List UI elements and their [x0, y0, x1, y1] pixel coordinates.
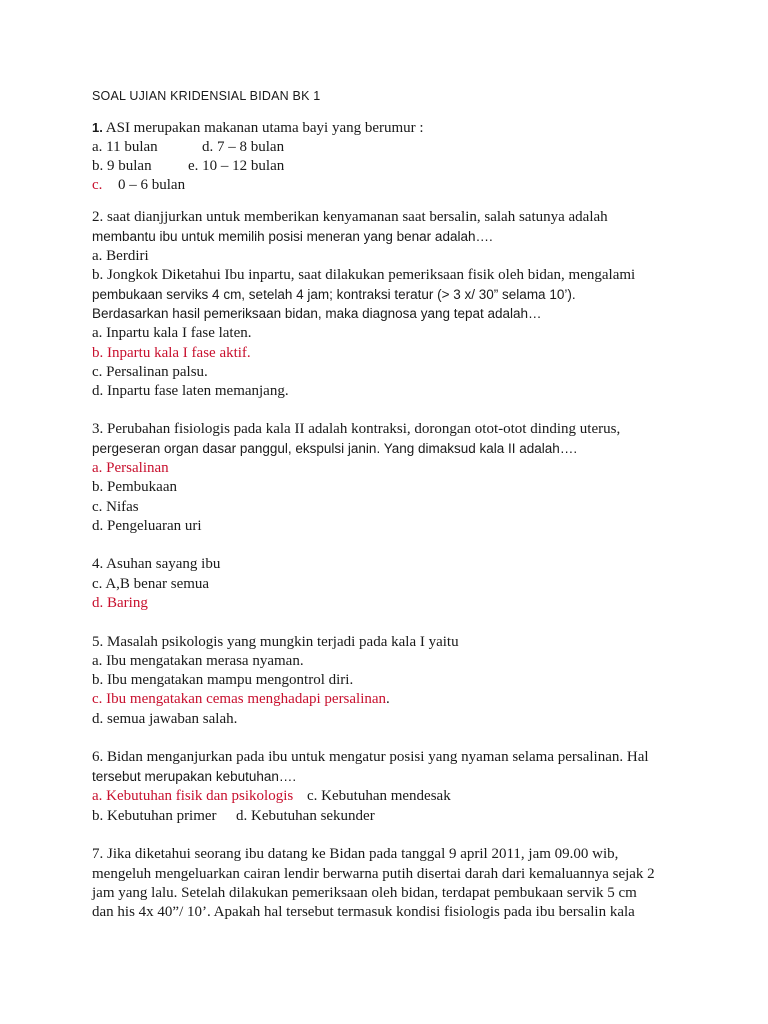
question-6-option-b: b. Kebutuhan primer: [92, 808, 217, 824]
question-6-line-1: 6. Bidan menganjurkan pada ibu untuk mengatur posisi yang nyaman selama persalinan. Hal: [92, 749, 649, 765]
question-2-answer-c: c. Persalinan palsu.: [92, 364, 208, 380]
question-5-option-c-dot: .: [386, 691, 390, 707]
document-title: SOAL UJIAN KRIDENSIAL BIDAN BK 1: [92, 89, 321, 103]
question-3-option-a: a. Persalinan: [92, 460, 169, 476]
question-5-option-c-row: [92, 689, 390, 709]
question-3-line-2: pergeseran organ dasar panggul, ekspulsi janin. Yang dimaksud kala II adalah….: [92, 441, 578, 456]
option-d: d. 7 – 8 bulan: [202, 139, 285, 155]
question-7-line-4: dan his 4x 40”/ 10’. Apakah hal tersebut termasuk kondisi fisiologis pada ibu bersalin kala: [92, 904, 635, 920]
question-1-options-ad: [92, 137, 284, 157]
question-3-line-1: 3. Perubahan fisiologis pada kala II adalah kontraksi, dorongan otot-otot dinding uterus,: [92, 421, 621, 437]
question-2-answer-a: a. Inpartu kala I fase laten.: [92, 325, 252, 341]
question-7-line-2: mengeluh mengeluarkan cairan lendir berwarna putih disertai darah dari kemaluannya sejak 2: [92, 866, 655, 882]
question-4-line-1: 4. Asuhan sayang ibu: [92, 556, 221, 572]
question-1-number: 1.: [92, 120, 103, 135]
option-c-letter: c.: [92, 177, 103, 193]
question-4-option-c: c. A,B benar semua: [92, 576, 210, 592]
question-6-option-d: d. Kebutuhan sekunder: [236, 808, 375, 824]
question-2-answer-b: b. Inpartu kala I fase aktif.: [92, 345, 251, 361]
option-b: b. 9 bulan: [92, 158, 152, 174]
question-7-line-3: jam yang lalu. Setelah dilakukan pemeriksaan oleh bidan, terdapat pembukaan servik 5 cm: [92, 885, 637, 901]
question-1-options-be: [92, 156, 284, 176]
option-c-text: 0 – 6 bulan: [118, 177, 186, 193]
question-6-line-2: tersebut merupakan kebutuhan….: [92, 769, 297, 784]
question-1-text: ASI merupakan makanan utama bayi yang berumur :: [102, 120, 424, 136]
question-3-option-d: d. Pengeluaran uri: [92, 518, 202, 534]
question-6-option-a: a. Kebutuhan fisik dan psikologis: [92, 788, 294, 804]
question-7-line-1: 7. Jika diketahui seorang ibu datang ke Bidan pada tanggal 9 april 2011, jam 09.00 wib,: [92, 846, 619, 862]
question-4-option-d: d. Baring: [92, 595, 148, 611]
question-5-option-a: a. Ibu mengatakan merasa nyaman.: [92, 653, 304, 669]
question-2-option-b: b. Jongkok Diketahui Ibu inpartu, saat dilakukan pemeriksaan fisik oleh bidan, mengalami: [92, 267, 636, 283]
question-1-option-c: [92, 175, 185, 195]
question-2-line-5: Berdasarkan hasil pemeriksaan bidan, maka diagnosa yang tepat adalah…: [92, 306, 542, 321]
question-6-options-bd: [92, 806, 375, 826]
option-a: a. 11 bulan: [92, 139, 158, 155]
question-1: [92, 118, 424, 138]
option-e: e. 10 – 12 bulan: [188, 158, 285, 174]
question-5-option-c: c. Ibu mengatakan cemas menghadapi persalinan: [92, 691, 387, 707]
question-5-line-1: 5. Masalah psikologis yang mungkin terjadi pada kala I yaitu: [92, 634, 459, 650]
question-2-line-1: 2. saat dianjjurkan untuk memberikan kenyamanan saat bersalin, salah satunya adalah: [92, 209, 608, 225]
question-3-option-c: c. Nifas: [92, 499, 139, 515]
question-5-option-b: b. Ibu mengatakan mampu mengontrol diri.: [92, 672, 354, 688]
question-2-option-a: a. Berdiri: [92, 248, 149, 264]
question-6-options-ac: [92, 786, 451, 806]
question-2-answer-d: d. Inpartu fase laten memanjang.: [92, 383, 289, 399]
question-2-line-4: pembukaan serviks 4 cm, setelah 4 jam; kontraksi teratur (> 3 x/ 30” selama 10’).: [92, 287, 576, 302]
question-5-option-d: d. semua jawaban salah.: [92, 711, 238, 727]
question-3-option-b: b. Pembukaan: [92, 479, 177, 495]
question-6-option-c: c. Kebutuhan mendesak: [307, 788, 451, 804]
question-2-line-2: membantu ibu untuk memilih posisi meneran yang benar adalah….: [92, 229, 493, 244]
